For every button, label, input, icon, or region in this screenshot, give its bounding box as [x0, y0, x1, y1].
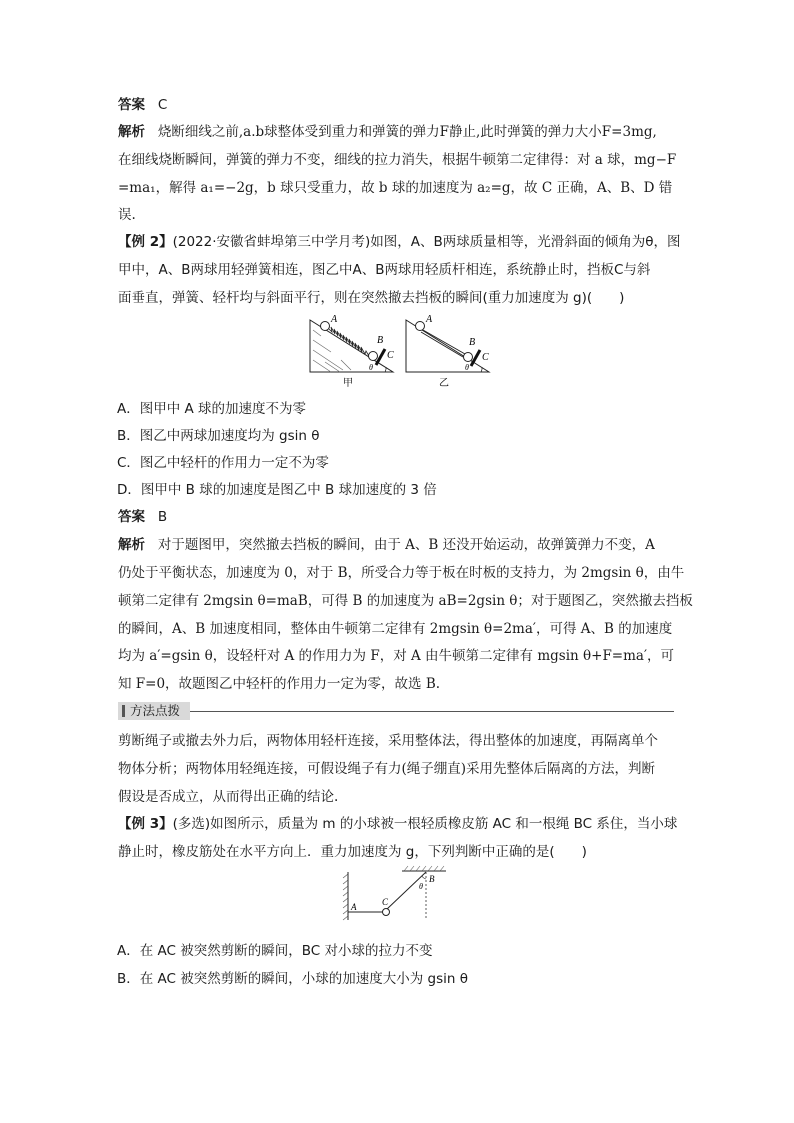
analysis-2-line-5: 均为 a′=gsin θ，设轻杆对 A 的作用力为 F，对 A 由牛顿第二定律有 mgsin θ+F=ma′，可	[118, 648, 675, 664]
example-2-line-1	[118, 233, 681, 251]
example-3-line-2: 静止时，橡皮筋处在水平方向上．重力加速度为 g，下列判断中正确的是( )	[118, 844, 587, 860]
ball-b	[464, 353, 473, 362]
ball-a	[321, 322, 330, 331]
label-b: B	[377, 335, 384, 346]
analysis-1-line-4: 误.	[118, 207, 136, 223]
example-2-option-d: D．图甲中 B 球的加速度是图乙中 B 球加速度的 3 倍	[117, 482, 437, 498]
example-2-option-b: B．图乙中两球加速度均为 gsin θ	[117, 428, 320, 444]
analysis-text: 对于题图甲，突然撤去挡板的瞬间，由于 A、B 还没开始运动，故弹簧弹力不变，A	[157, 537, 655, 553]
rubber-band-figure	[342, 864, 454, 926]
analysis-2-line-6: 知 F=0，故题图乙中轻杆的作用力一定为零，故选 B.	[118, 676, 441, 692]
divider	[190, 711, 674, 712]
label-c: C	[387, 350, 394, 361]
example-2-option-c: C．图乙中轻杆的作用力一定不为零	[117, 455, 329, 471]
method-line-3: 假设是否成立，从而得出正确的结论.	[118, 789, 339, 805]
label-b: B	[469, 337, 476, 348]
method-tag: 方法点拨	[130, 703, 181, 718]
method-tag-bar	[118, 702, 674, 720]
ball-a	[416, 322, 425, 331]
rope-bc	[386, 872, 426, 910]
analysis-label: 解析	[118, 537, 145, 553]
label-a: A	[426, 314, 433, 325]
label-theta: θ	[465, 363, 469, 372]
analysis-2-line-2: 仍处于平衡状态，加速度为 0，对于 B，所受合力等于板在时板的支持力，为 2mgsin θ，由牛	[118, 565, 685, 581]
analysis-1-line-2: 在细线烧断瞬间，弹簧的弹力不变，细线的拉力消失，根据牛顿第二定律得：对 a 球，mg−F	[118, 152, 677, 168]
answer-line-2	[118, 508, 167, 526]
analysis-2-line-1	[118, 536, 655, 554]
analysis-1-line-3: =ma₁，解得 a₁=−2g，b 球只受重力，故 b 球的加速度为 a₂=g，故 C 正确，A、B、D 错	[118, 180, 673, 196]
spring-icon	[329, 327, 369, 356]
analysis-1-line-1	[118, 123, 657, 141]
example-2-line-2: 甲中，A、B两球用轻弹簧相连，图乙中A、B两球用轻质杆相连，系统静止时，挡板C与斜	[118, 262, 651, 278]
example-3-text: (多选)如图所示，质量为 m 的小球被一根轻质橡皮筋 AC 和一根绳 BC 系住，当小球	[172, 816, 678, 832]
rod-icon	[421, 332, 463, 357]
label-a: A	[351, 902, 357, 912]
example-3-line-1	[118, 815, 677, 833]
label-c: C	[382, 897, 389, 907]
answer-line-1	[118, 96, 167, 114]
answer-label: 答案	[118, 97, 145, 113]
label-yi: 乙	[439, 378, 449, 389]
label-theta: θ	[369, 363, 373, 372]
example-2-option-a: A．图甲中 A 球的加速度不为零	[117, 401, 307, 417]
method-line-1: 剪断绳子或撤去外力后，两物体用轻杆连接，采用整体法，得出整体的加速度，再隔离单个	[118, 733, 658, 749]
small-ball	[383, 909, 390, 916]
example-3-tag: 【例 3】	[118, 816, 173, 832]
label-jia: 甲	[343, 378, 353, 389]
answer-value: B	[157, 509, 168, 525]
label-theta: θ	[419, 882, 423, 891]
label-c: C	[482, 352, 489, 363]
answer-label: 答案	[118, 509, 145, 525]
example-3-option-a: A．在 AC 被突然剪断的瞬间，BC 对小球的拉力不变	[117, 943, 433, 959]
example-2-line-3: 面垂直，弹簧、轻杆均与斜面平行，则在突然撤去挡板的瞬间(重力加速度为 g)( )	[118, 290, 625, 306]
example-2-tag: 【例 2】	[118, 234, 173, 250]
figure-yi	[406, 314, 489, 389]
analysis-2-line-3: 顿第二定律有 2mgsin θ=maB，可得 B 的加速度为 aB=2gsin θ；对于题图乙，突然撤去挡板	[118, 593, 693, 609]
answer-value: C	[157, 97, 168, 113]
label-a: A	[331, 314, 338, 325]
analysis-2-line-4: 的瞬间，A、B 加速度相同，整体由牛顿第二定律有 2mgsin θ=2ma′，可得 A、B 的加速度	[118, 621, 673, 637]
method-line-2: 物体分析；两物体用轻绳连接，可假设绳子有力(绳子绷直)采用先整体后隔离的方法，判断	[118, 761, 656, 777]
analysis-label: 解析	[118, 124, 145, 140]
figure-jia	[310, 314, 394, 389]
analysis-text: 烧断细线之前,a.b球整体受到重力和弹簧的弹力F静止,此时弹簧的弹力大小F=3mg,	[157, 124, 657, 140]
ball-b	[369, 352, 378, 361]
example-3-option-b: B．在 AC 被突然剪断的瞬间，小球的加速度大小为 gsin θ	[117, 971, 469, 987]
label-b: B	[429, 874, 435, 884]
example-2-text: (2022·安徽省蚌埠第三中学月考)如图，A、B两球质量相等，光滑斜面的倾角为θ，图	[172, 234, 681, 250]
incline-figure	[305, 312, 495, 390]
